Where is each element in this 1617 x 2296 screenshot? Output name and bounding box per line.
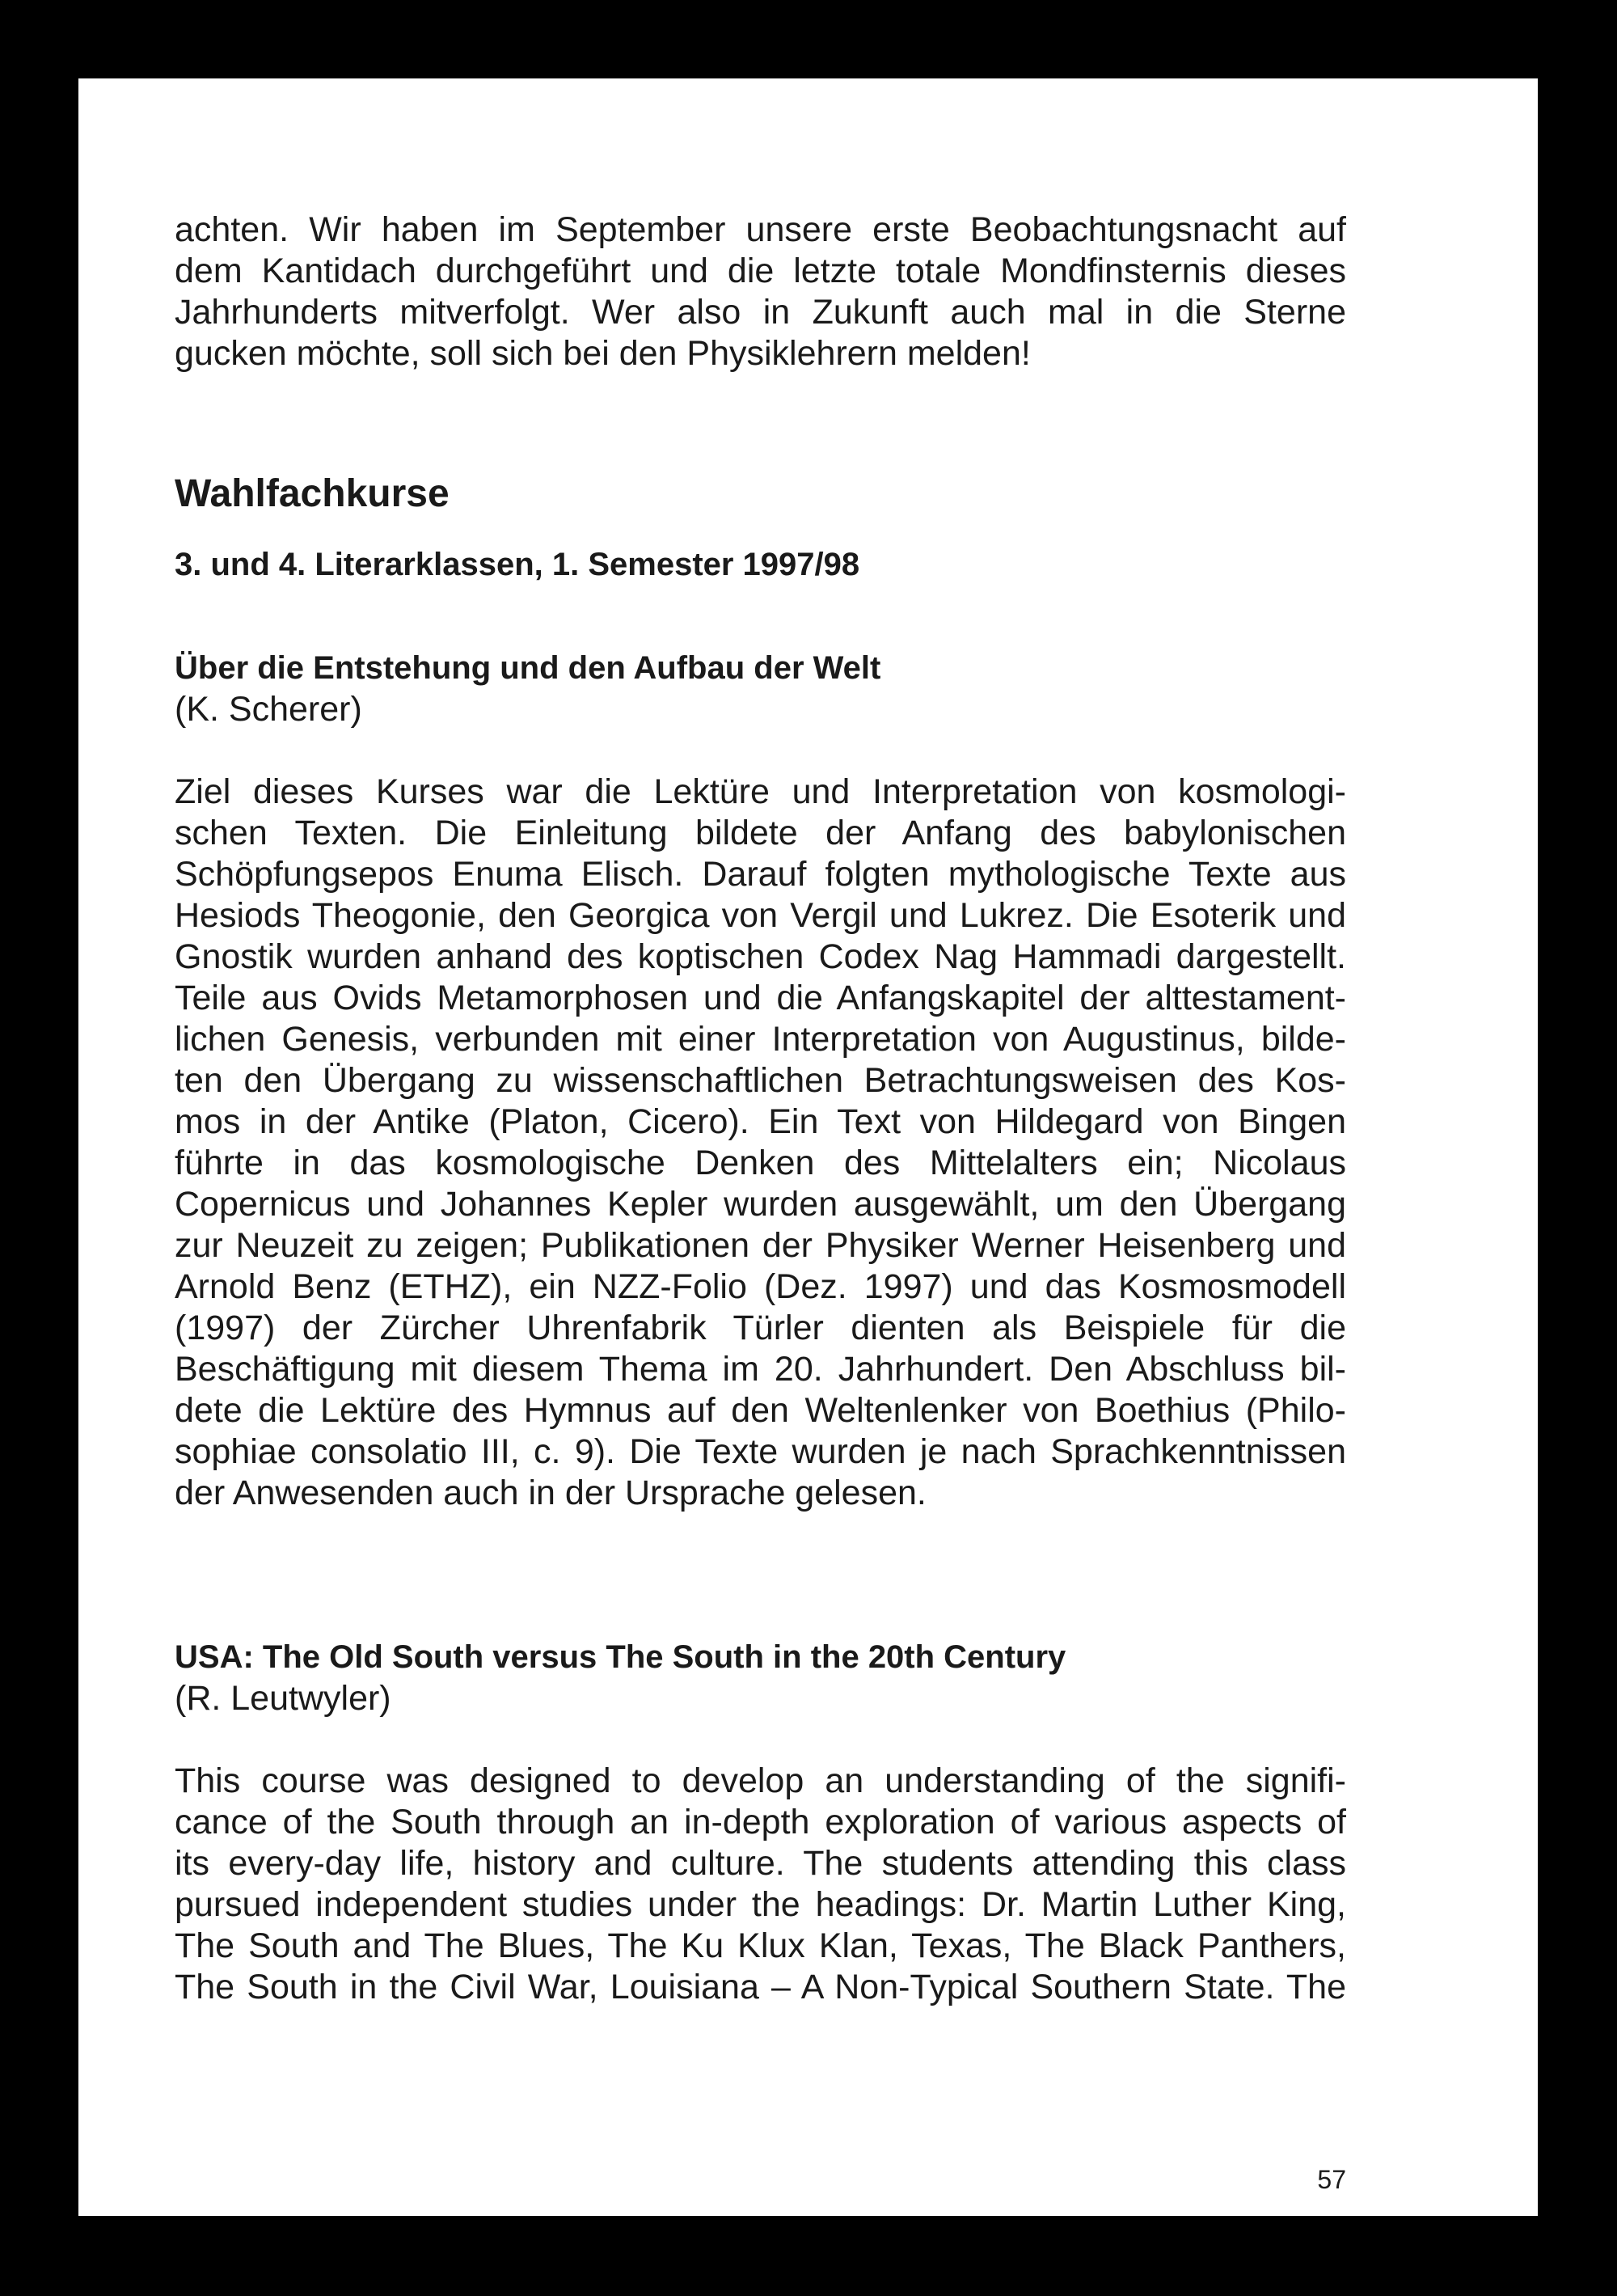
course1-line: Beschäftigung mit diesem Thema im 20. Jahrhundert. Den Abschluss bil- (175, 1350, 1346, 1389)
course2-line: The South and The Blues, The Ku Klux Klan, Texas, The Black Panthers, (175, 1926, 1346, 1965)
course1-line: sophiae consolatio III, c. 9). Die Texte wurden je nach Sprachkenntnissen (175, 1432, 1346, 1471)
intro-line: Jahrhunderts mitverfolgt. Wer also in Zukunft auch mal in die Sterne (175, 293, 1346, 332)
course1-author: (K. Scherer) (175, 690, 362, 729)
course2-author: (R. Leutwyler) (175, 1679, 391, 1718)
intro-line: achten. Wir haben im September unsere erste Beobachtungsnacht auf (175, 210, 1346, 249)
course1-line: Teile aus Ovids Metamorphosen und die Anfangskapitel der alttestament- (175, 979, 1346, 1017)
page-number: 57 (1317, 2165, 1346, 2194)
section-title: Wahlfachkurse (175, 472, 450, 515)
course1-line: Copernicus und Johannes Kepler wurden ausgewählt, um den Übergang (175, 1185, 1346, 1224)
course1-line: lichen Genesis, verbunden mit einer Interpretation von Augustinus, bilde- (175, 1020, 1346, 1059)
course2-line: its every-day life, history and culture. The students attending this class (175, 1844, 1346, 1883)
course1-line: Arnold Benz (ETHZ), ein NZZ-Folio (Dez. 1997) und das Kosmosmodell (175, 1267, 1346, 1306)
course2-title: USA: The Old South versus The South in the 20th Century (175, 1639, 1066, 1675)
course1-line: der Anwesenden auch in der Ursprache gelesen. (175, 1474, 927, 1512)
course2-line: This course was designed to develop an understanding of the signifi- (175, 1761, 1346, 1800)
course1-title: Über die Entstehung und den Aufbau der Welt (175, 650, 881, 686)
course1-line: mos in der Antike (Platon, Cicero). Ein Text von Hildegard von Bingen (175, 1102, 1346, 1141)
course1-line: Gnostik wurden anhand des koptischen Codex Nag Hammadi dargestellt. (175, 937, 1346, 976)
course1-line: Hesiods Theogonie, den Georgica von Vergil und Lukrez. Die Esoterik und (175, 896, 1346, 935)
course2-paragraph (175, 1761, 1346, 2008)
course2-line: The South in the Civil War, Louisiana – A Non-Typical Southern State. The (175, 1968, 1346, 2006)
course1-line: ten den Übergang zu wissenschaftlichen Betrachtungsweisen des Kos- (175, 1061, 1346, 1100)
course2-line: cance of the South through an in-depth exploration of various aspects of (175, 1803, 1346, 1841)
course1-line: (1997) der Zürcher Uhrenfabrik Türler dienten als Beispiele für die (175, 1309, 1346, 1347)
course1-paragraph (175, 772, 1346, 1514)
document-page (78, 78, 1538, 2216)
course1-line: zur Neuzeit zu zeigen; Publikationen der Physiker Werner Heisenberg und (175, 1226, 1346, 1265)
course1-line: führte in das kosmologische Denken des Mittelalters ein; Nicolaus (175, 1144, 1346, 1182)
page-content (175, 209, 1346, 2008)
course2-line: pursued independent studies under the headings: Dr. Martin Luther King, (175, 1885, 1346, 1924)
intro-paragraph (175, 209, 1346, 374)
intro-line: dem Kantidach durchgeführt und die letzte totale Mondfinsternis dieses (175, 252, 1346, 290)
course1-line: dete die Lektüre des Hymnus auf den Weltenlenker von Boethius (Philo- (175, 1391, 1346, 1430)
course1-line: Schöpfungsepos Enuma Elisch. Darauf folgten mythologische Texte aus (175, 855, 1346, 894)
section-subtitle: 3. und 4. Literarklassen, 1. Semester 1997/98 (175, 547, 860, 582)
course1-line: schen Texten. Die Einleitung bildete der Anfang des babylonischen (175, 814, 1346, 852)
course1-line: Ziel dieses Kurses war die Lektüre und Interpretation von kosmologi- (175, 772, 1346, 811)
intro-line: gucken möchte, soll sich bei den Physiklehrern melden! (175, 334, 1031, 373)
